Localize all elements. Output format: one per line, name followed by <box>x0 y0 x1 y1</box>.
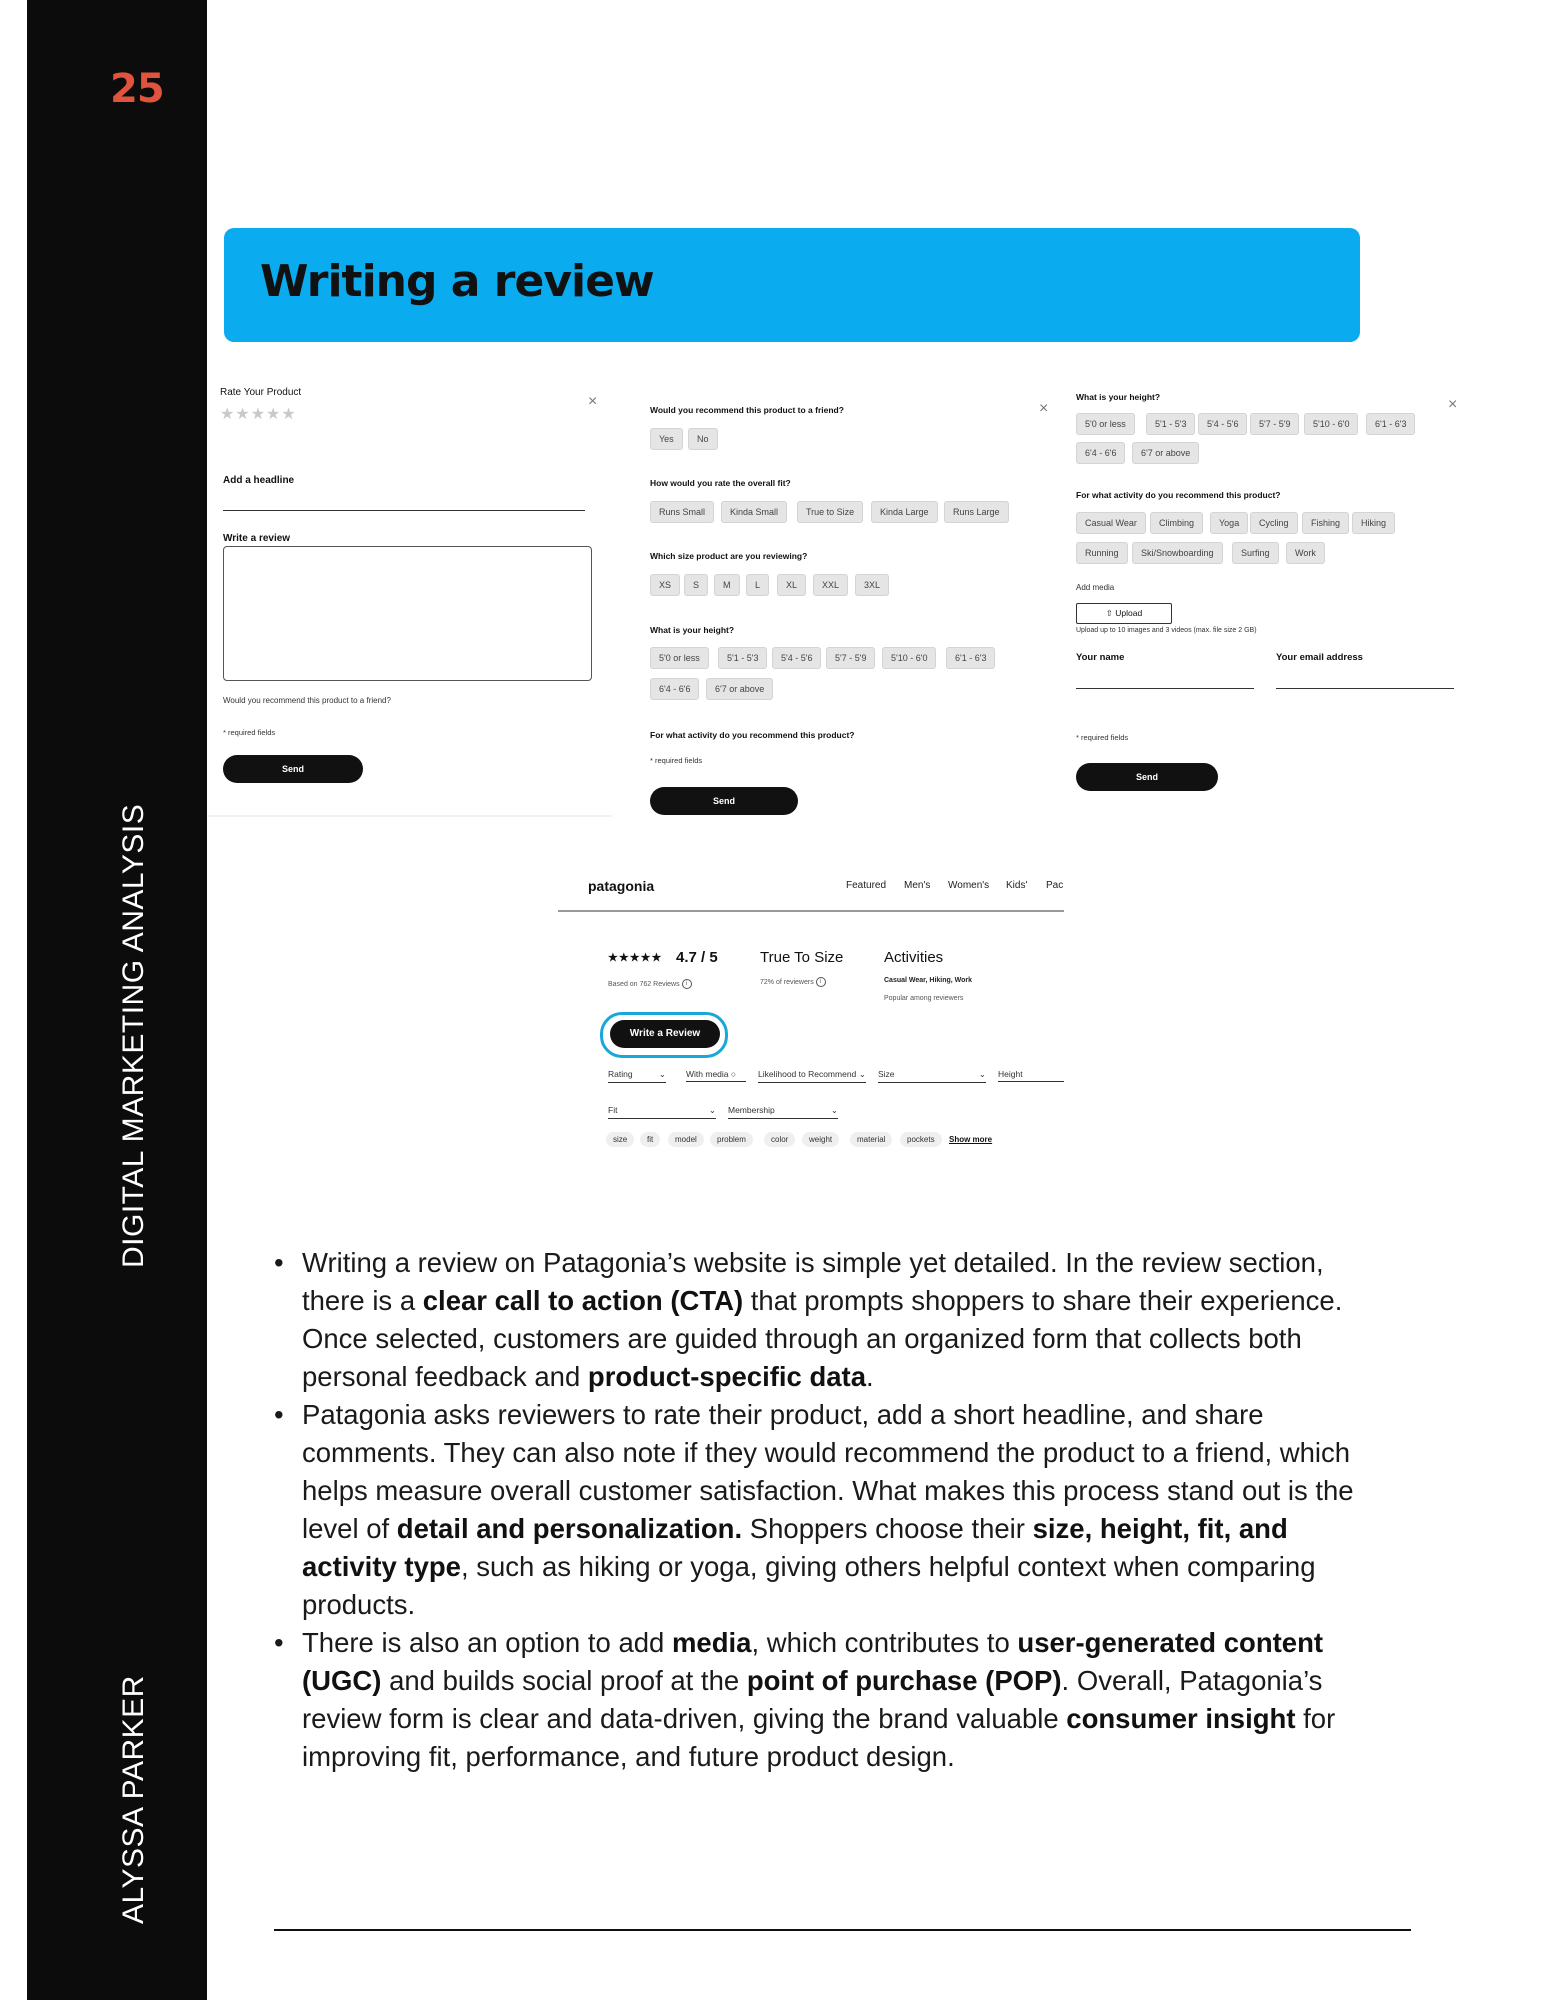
page-number: 25 <box>110 66 164 112</box>
info-icon[interactable]: i <box>816 977 826 987</box>
email-input[interactable] <box>1276 688 1454 689</box>
height-chip[interactable]: 6'1 - 6'3 <box>1366 413 1415 435</box>
chevron-down-icon: ⌄ <box>978 1069 986 1079</box>
name-label: Your name <box>1076 652 1125 663</box>
tag-fit[interactable]: fit <box>640 1132 660 1147</box>
filter-fit-label[interactable]: Fit <box>608 1105 618 1115</box>
text: , which contributes to <box>751 1627 1018 1658</box>
section-banner <box>224 228 1360 342</box>
reviews-count-text: Based on 762 Reviews <box>608 980 680 988</box>
height-chip[interactable]: 5'7 - 5'9 <box>826 647 875 669</box>
filter-membership-label[interactable]: Membership <box>728 1105 775 1115</box>
side-title: DIGITAL MARKETING ANALYSIS <box>117 803 150 1268</box>
size-l[interactable]: L <box>746 574 769 596</box>
filter-rating-label[interactable]: Rating <box>608 1069 633 1079</box>
rating-stars[interactable]: ★★★★★ <box>220 406 297 423</box>
close-icon[interactable]: × <box>1039 400 1049 417</box>
filter-likelihood-label[interactable]: Likelihood to Recommend <box>758 1069 857 1079</box>
activities-list: Casual Wear, Hiking, Work <box>884 977 973 984</box>
review-form-step3 <box>1058 384 1472 814</box>
size-xs[interactable]: XS <box>650 574 680 596</box>
emphasis: size, height, fit, and activity type <box>302 1513 1288 1582</box>
activities-title: Activities <box>884 949 944 966</box>
filter-height-label[interactable]: Height <box>998 1069 1023 1079</box>
upload-note: Upload up to 10 images and 3 videos (max. file size 2 GB) <box>1076 627 1257 634</box>
activity-chip[interactable]: Cycling <box>1250 512 1298 534</box>
tag-size[interactable]: size <box>606 1132 634 1147</box>
tag-color[interactable]: color <box>764 1132 795 1147</box>
height-chip[interactable]: 6'7 or above <box>706 678 773 700</box>
text: . Overall, Patagonia’s review form is clear and data-driven, giving the brand valuable <box>302 1665 1323 1734</box>
activity-chip[interactable]: Casual Wear <box>1076 512 1146 534</box>
fit-runs-large[interactable]: Runs Large <box>944 501 1009 523</box>
name-input[interactable] <box>1076 688 1254 689</box>
bullet-1 <box>302 1244 1362 1396</box>
activity-chip[interactable]: Work <box>1286 542 1325 564</box>
tag-material[interactable]: material <box>850 1132 892 1147</box>
height-chip[interactable]: 5'4 - 5'6 <box>772 647 821 669</box>
fit-true-to-size[interactable]: True to Size <box>797 501 863 523</box>
author-name: ALYSSA PARKER <box>117 1675 150 1924</box>
rate-label: Rate Your Product <box>220 387 302 398</box>
height-chip[interactable]: 5'4 - 5'6 <box>1198 413 1247 435</box>
nav-mens[interactable]: Men's <box>904 880 931 891</box>
chevron-down-icon: ⌄ <box>830 1105 838 1115</box>
height-chip[interactable]: 6'4 - 6'6 <box>650 678 699 700</box>
product-review-widget <box>558 860 1064 1160</box>
filter-with-media <box>686 1069 746 1082</box>
size-s[interactable]: S <box>684 574 708 596</box>
nav-kids[interactable]: Kids' <box>1006 880 1028 891</box>
headline-label: Add a headline <box>223 475 295 486</box>
media-label: Add media <box>1076 583 1115 592</box>
emphasis: media <box>671 1627 752 1658</box>
activity-chip[interactable]: Hiking <box>1352 512 1395 534</box>
required-note: * required fields <box>223 728 276 737</box>
size-xxl[interactable]: XXL <box>813 574 848 596</box>
text: , such as hiking or yoga, giving others helpful context when comparing products. <box>302 1551 1316 1620</box>
emphasis: consumer insight <box>1066 1703 1296 1734</box>
height-chip[interactable]: 5'7 - 5'9 <box>1250 413 1299 435</box>
nav-womens[interactable]: Women's <box>948 880 990 891</box>
email-label: Your email address <box>1276 652 1363 663</box>
reviews-count <box>608 979 692 989</box>
toggle-icon[interactable]: ○ <box>730 1069 737 1079</box>
emphasis: clear call to action (CTA) <box>422 1285 744 1316</box>
review-form-step2 <box>614 388 1060 820</box>
height-chip[interactable]: 6'1 - 6'3 <box>946 647 995 669</box>
section-heading: Writing a review <box>260 256 654 307</box>
headline-input[interactable] <box>223 510 585 511</box>
emphasis: point of purchase (POP) <box>746 1665 1062 1696</box>
height-chip[interactable]: 6'4 - 6'6 <box>1076 442 1125 464</box>
filter-likelihood <box>758 1069 866 1083</box>
activity-chip[interactable]: Fishing <box>1302 512 1349 534</box>
activity-chip[interactable]: Ski/Snowboarding <box>1132 542 1223 564</box>
fit-kinda-small[interactable]: Kinda Small <box>721 501 787 523</box>
info-icon[interactable]: i <box>682 979 692 989</box>
height-chip[interactable]: 5'10 - 6'0 <box>882 647 936 669</box>
height-chip[interactable]: 5'10 - 6'0 <box>1304 413 1358 435</box>
bullet-3 <box>302 1624 1362 1776</box>
close-icon[interactable]: × <box>588 393 598 410</box>
text: that prompts shoppers to share their experience. Once selected, customers are guided through an organized form that collects both personal feedback and <box>302 1285 1343 1392</box>
filter-size-label[interactable]: Size <box>878 1069 895 1079</box>
text: . <box>866 1361 874 1392</box>
text: for improving fit, performance, and future product design. <box>302 1703 1336 1772</box>
fit-runs-small[interactable]: Runs Small <box>650 501 714 523</box>
activity-chip[interactable]: Yoga <box>1210 512 1248 534</box>
nav-featured[interactable]: Featured <box>846 880 887 891</box>
bullet-2 <box>302 1396 1362 1624</box>
activity-chip[interactable]: Surfing <box>1232 542 1279 564</box>
emphasis: user-generated content (UGC) <box>302 1627 1324 1696</box>
show-more-link[interactable]: Show more <box>949 1135 993 1144</box>
brand-logo[interactable]: patagonia <box>588 878 655 894</box>
analysis-bullets <box>302 1244 1362 1776</box>
text: Patagonia asks reviewers to rate their product, add a short headline, and share comments. They can also note if they would recommend the product to a friend, which helps measure overall customer satisfaction. What makes this process stand out is the level of <box>302 1399 1354 1544</box>
review-label: Write a review <box>223 533 291 544</box>
rating-stars: ★★★★★ <box>608 952 663 964</box>
size-m[interactable]: M <box>714 574 740 596</box>
send-button[interactable]: Send <box>1076 763 1218 791</box>
required-note: * required fields <box>650 756 703 765</box>
q-size: Which size product are you reviewing? <box>650 551 808 561</box>
activity-chip[interactable]: Running <box>1076 542 1128 564</box>
height-chip[interactable]: 6'7 or above <box>1132 442 1199 464</box>
upload-button[interactable]: ⇧ Upload <box>1076 603 1172 624</box>
fit-note <box>760 977 826 987</box>
q-height: What is your height? <box>1076 392 1161 402</box>
size-3xl[interactable]: 3XL <box>855 574 889 596</box>
footer-rule <box>274 1929 1411 1931</box>
chevron-down-icon: ⌄ <box>708 1105 716 1115</box>
chevron-down-icon: ⌄ <box>658 1069 666 1079</box>
tag-model[interactable]: model <box>668 1132 704 1147</box>
fit-kinda-large[interactable]: Kinda Large <box>871 501 938 523</box>
nav-divider <box>558 910 1064 912</box>
option-no[interactable]: No <box>688 428 718 450</box>
q-activity: For what activity do you recommend this product? <box>650 730 855 740</box>
size-xl[interactable]: XL <box>777 574 806 596</box>
required-note: * required fields <box>1076 733 1129 742</box>
q-recommend: Would you recommend this product to a friend? <box>650 405 844 415</box>
activity-chip[interactable]: Climbing <box>1150 512 1203 534</box>
send-button[interactable]: Send <box>650 787 798 815</box>
nav-packs[interactable]: Pac <box>1046 880 1064 891</box>
height-chip[interactable]: 5'0 or less <box>650 647 709 669</box>
activities-note: Popular among reviewers <box>884 995 964 1002</box>
filter-with-media-label[interactable]: With media <box>686 1069 729 1079</box>
review-form-step1 <box>208 383 612 815</box>
send-button[interactable]: Send <box>223 755 363 783</box>
tag-problem[interactable]: problem <box>710 1132 753 1147</box>
filter-fit <box>608 1105 716 1119</box>
review-textarea[interactable] <box>223 546 592 681</box>
filter-size <box>878 1069 986 1083</box>
filter-membership <box>728 1105 838 1119</box>
text: Writing a review on Patagonia’s website is simple yet detailed. In the review section, there is a <box>302 1247 1324 1316</box>
filter-rating <box>608 1069 666 1083</box>
fit-title: True To Size <box>760 949 844 966</box>
emphasis: product-specific data <box>587 1361 867 1392</box>
fit-note-text: 72% of reviewers <box>760 978 814 986</box>
q-height: What is your height? <box>650 625 735 635</box>
tag-pockets[interactable]: pockets <box>900 1132 942 1147</box>
filter-height <box>998 1069 1064 1082</box>
text: Shoppers choose their <box>742 1513 1033 1544</box>
close-icon[interactable]: × <box>1448 396 1458 413</box>
height-chip[interactable]: 5'1 - 5'3 <box>718 647 767 669</box>
recommend-label: Would you recommend this product to a friend? <box>223 696 391 705</box>
q-fit: How would you rate the overall fit? <box>650 478 791 488</box>
emphasis: detail and personalization. <box>396 1513 743 1544</box>
write-review-button[interactable]: Write a Review <box>610 1020 720 1048</box>
tag-weight[interactable]: weight <box>802 1132 839 1147</box>
rating-value: 4.7 / 5 <box>676 949 718 966</box>
height-chip[interactable]: 5'0 or less <box>1076 413 1135 435</box>
height-chip[interactable]: 5'1 - 5'3 <box>1146 413 1195 435</box>
text: There is also an option to add <box>302 1627 672 1658</box>
q-activity: For what activity do you recommend this product? <box>1076 490 1281 500</box>
text: and builds social proof at the <box>381 1665 747 1696</box>
chevron-down-icon: ⌄ <box>858 1069 866 1079</box>
option-yes[interactable]: Yes <box>650 428 683 450</box>
